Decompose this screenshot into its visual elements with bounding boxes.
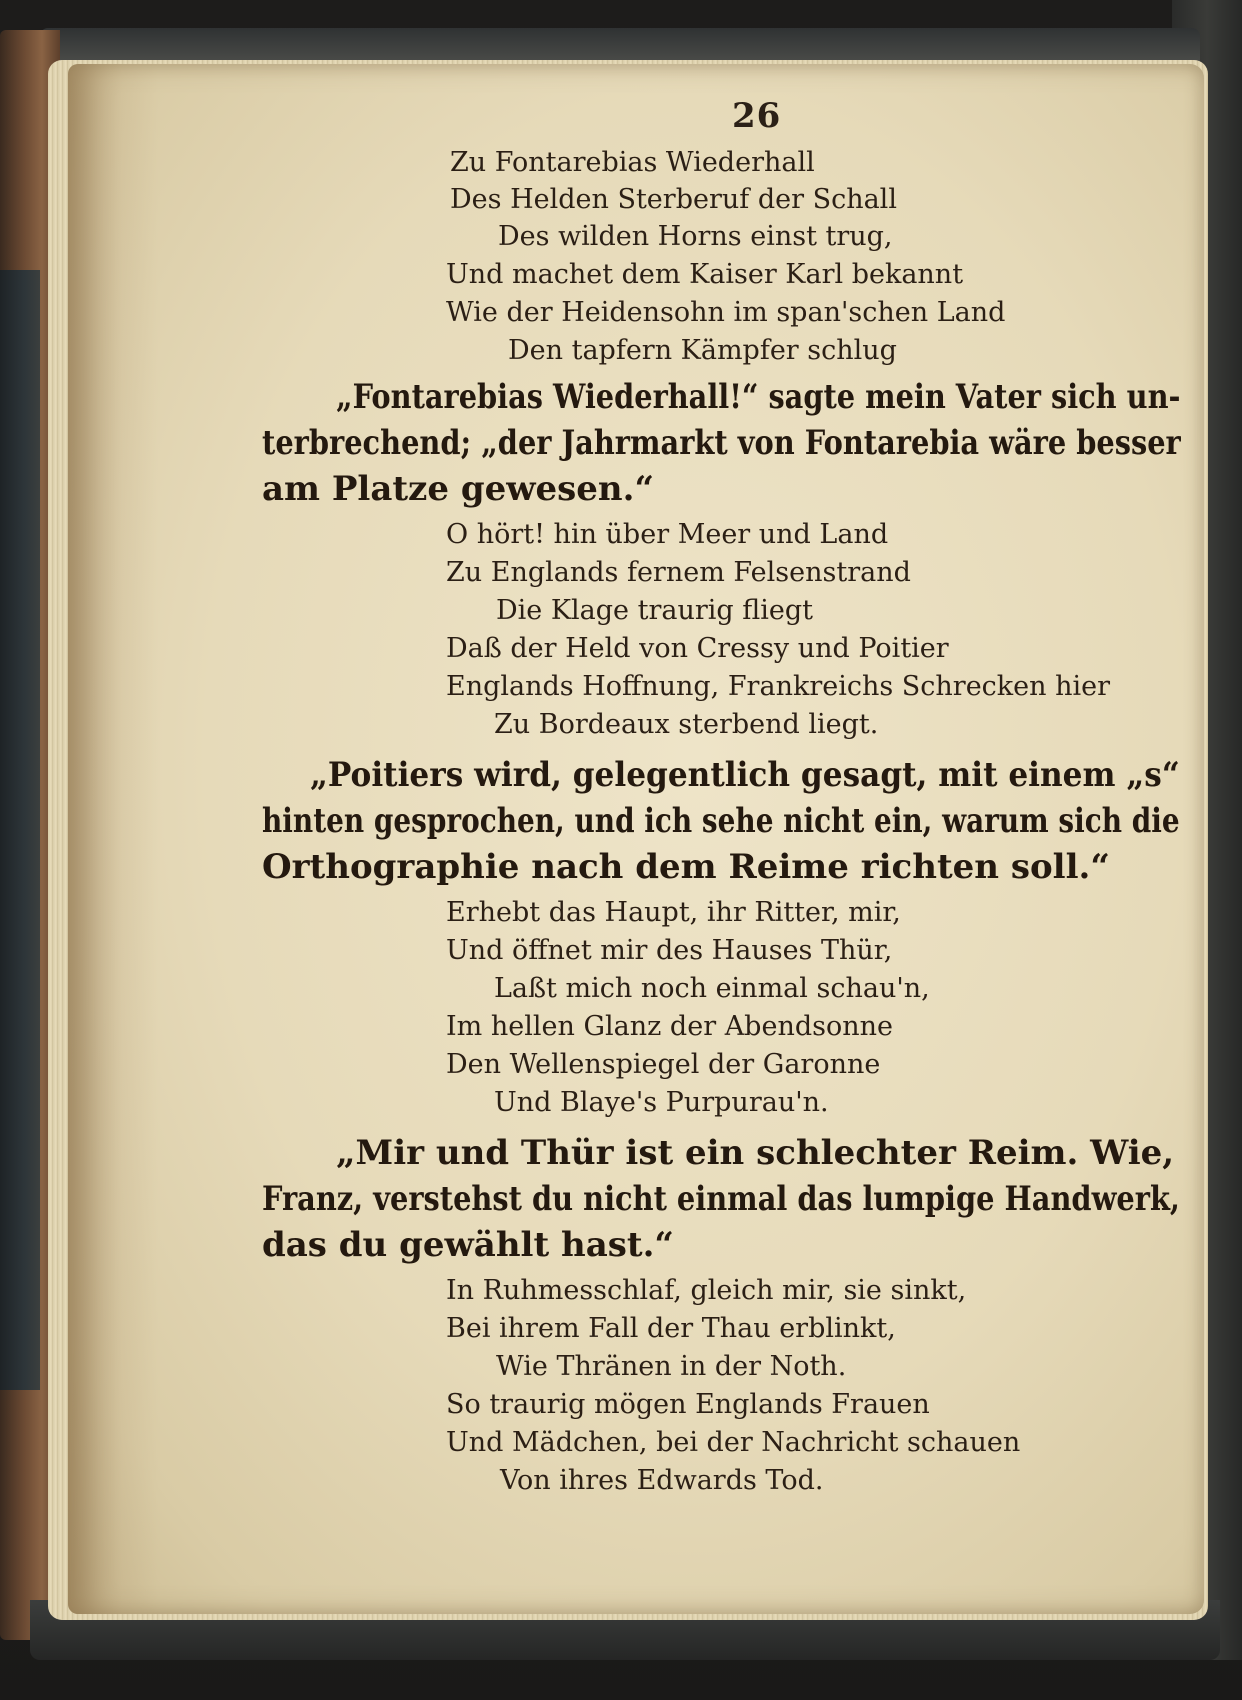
verse-line: Daß der Held von Cressy und Poitier <box>446 633 949 664</box>
verse-line: Von ihres Edwards Tod. <box>500 1465 824 1496</box>
prose-line: das du gewählt hast.“ <box>262 1225 674 1265</box>
prose-line: Franz, verstehst du nicht einmal das lumpige Handwerk, <box>262 1179 1180 1219</box>
verse-line: Und Mädchen, bei der Nachricht schauen <box>446 1427 1021 1458</box>
verse-line: Den tapfern Kämpfer schlug <box>508 335 897 366</box>
prose-line: Orthographie nach dem Reime richten soll.“ <box>262 847 1110 887</box>
verse-line: Wie Thränen in der Noth. <box>496 1351 847 1382</box>
verse-line: Bei ihrem Fall der Thau erblinkt, <box>446 1313 896 1344</box>
verse-line: Und Blaye's Purpurau'n. <box>494 1087 829 1118</box>
verse-line: Wie der Heidensohn im span'schen Land <box>446 297 1006 328</box>
verse-line: Zu Fontarebias Wiederhall <box>450 147 815 178</box>
verse-line: Zu Englands fernem Felsenstrand <box>446 557 911 588</box>
verse-line: Und machet dem Kaiser Karl bekannt <box>446 259 964 290</box>
prose-line: hinten gesprochen, und ich sehe nicht ein, warum sich die <box>262 801 1180 841</box>
verse-line: Im hellen Glanz der Abendsonne <box>446 1011 893 1042</box>
prose-line: „Fontarebias Wiederhall!“ sagte mein Vater sich un- <box>336 377 1181 417</box>
prose-line: terbrechend; „der Jahrmarkt von Fontarebia wäre besser <box>262 423 1181 463</box>
verse-line: Des wilden Horns einst trug, <box>498 221 893 252</box>
verse-line: Die Klage traurig fliegt <box>496 595 813 626</box>
verse-line: Erhebt das Haupt, ihr Ritter, mir, <box>446 897 901 928</box>
prose-line: am Platze gewesen.“ <box>262 469 655 509</box>
verse-line: Zu Bordeaux sterbend liegt. <box>494 709 879 740</box>
verse-line: Laßt mich noch einmal schau'n, <box>494 973 930 1004</box>
verse-line: Englands Hoffnung, Frankreichs Schrecken hier <box>446 671 1111 702</box>
verse-line: In Ruhmesschlaf, gleich mir, sie sinkt, <box>446 1275 967 1306</box>
verse-line: Den Wellenspiegel der Garonne <box>446 1049 881 1080</box>
verse-line: Und öffnet mir des Hauses Thür, <box>446 935 893 966</box>
prose-line: „Mir und Thür ist ein schlechter Reim. Wie, <box>336 1133 1175 1173</box>
verse-line: O hört! hin über Meer und Land <box>446 519 889 550</box>
page-number: 26 <box>732 96 782 136</box>
verse-line: So traurig mögen Englands Frauen <box>446 1389 930 1420</box>
prose-line: „Poitiers wird, gelegentlich gesagt, mit einem „s“ <box>310 755 1180 795</box>
verse-line: Des Helden Sterberuf der Schall <box>450 184 897 215</box>
